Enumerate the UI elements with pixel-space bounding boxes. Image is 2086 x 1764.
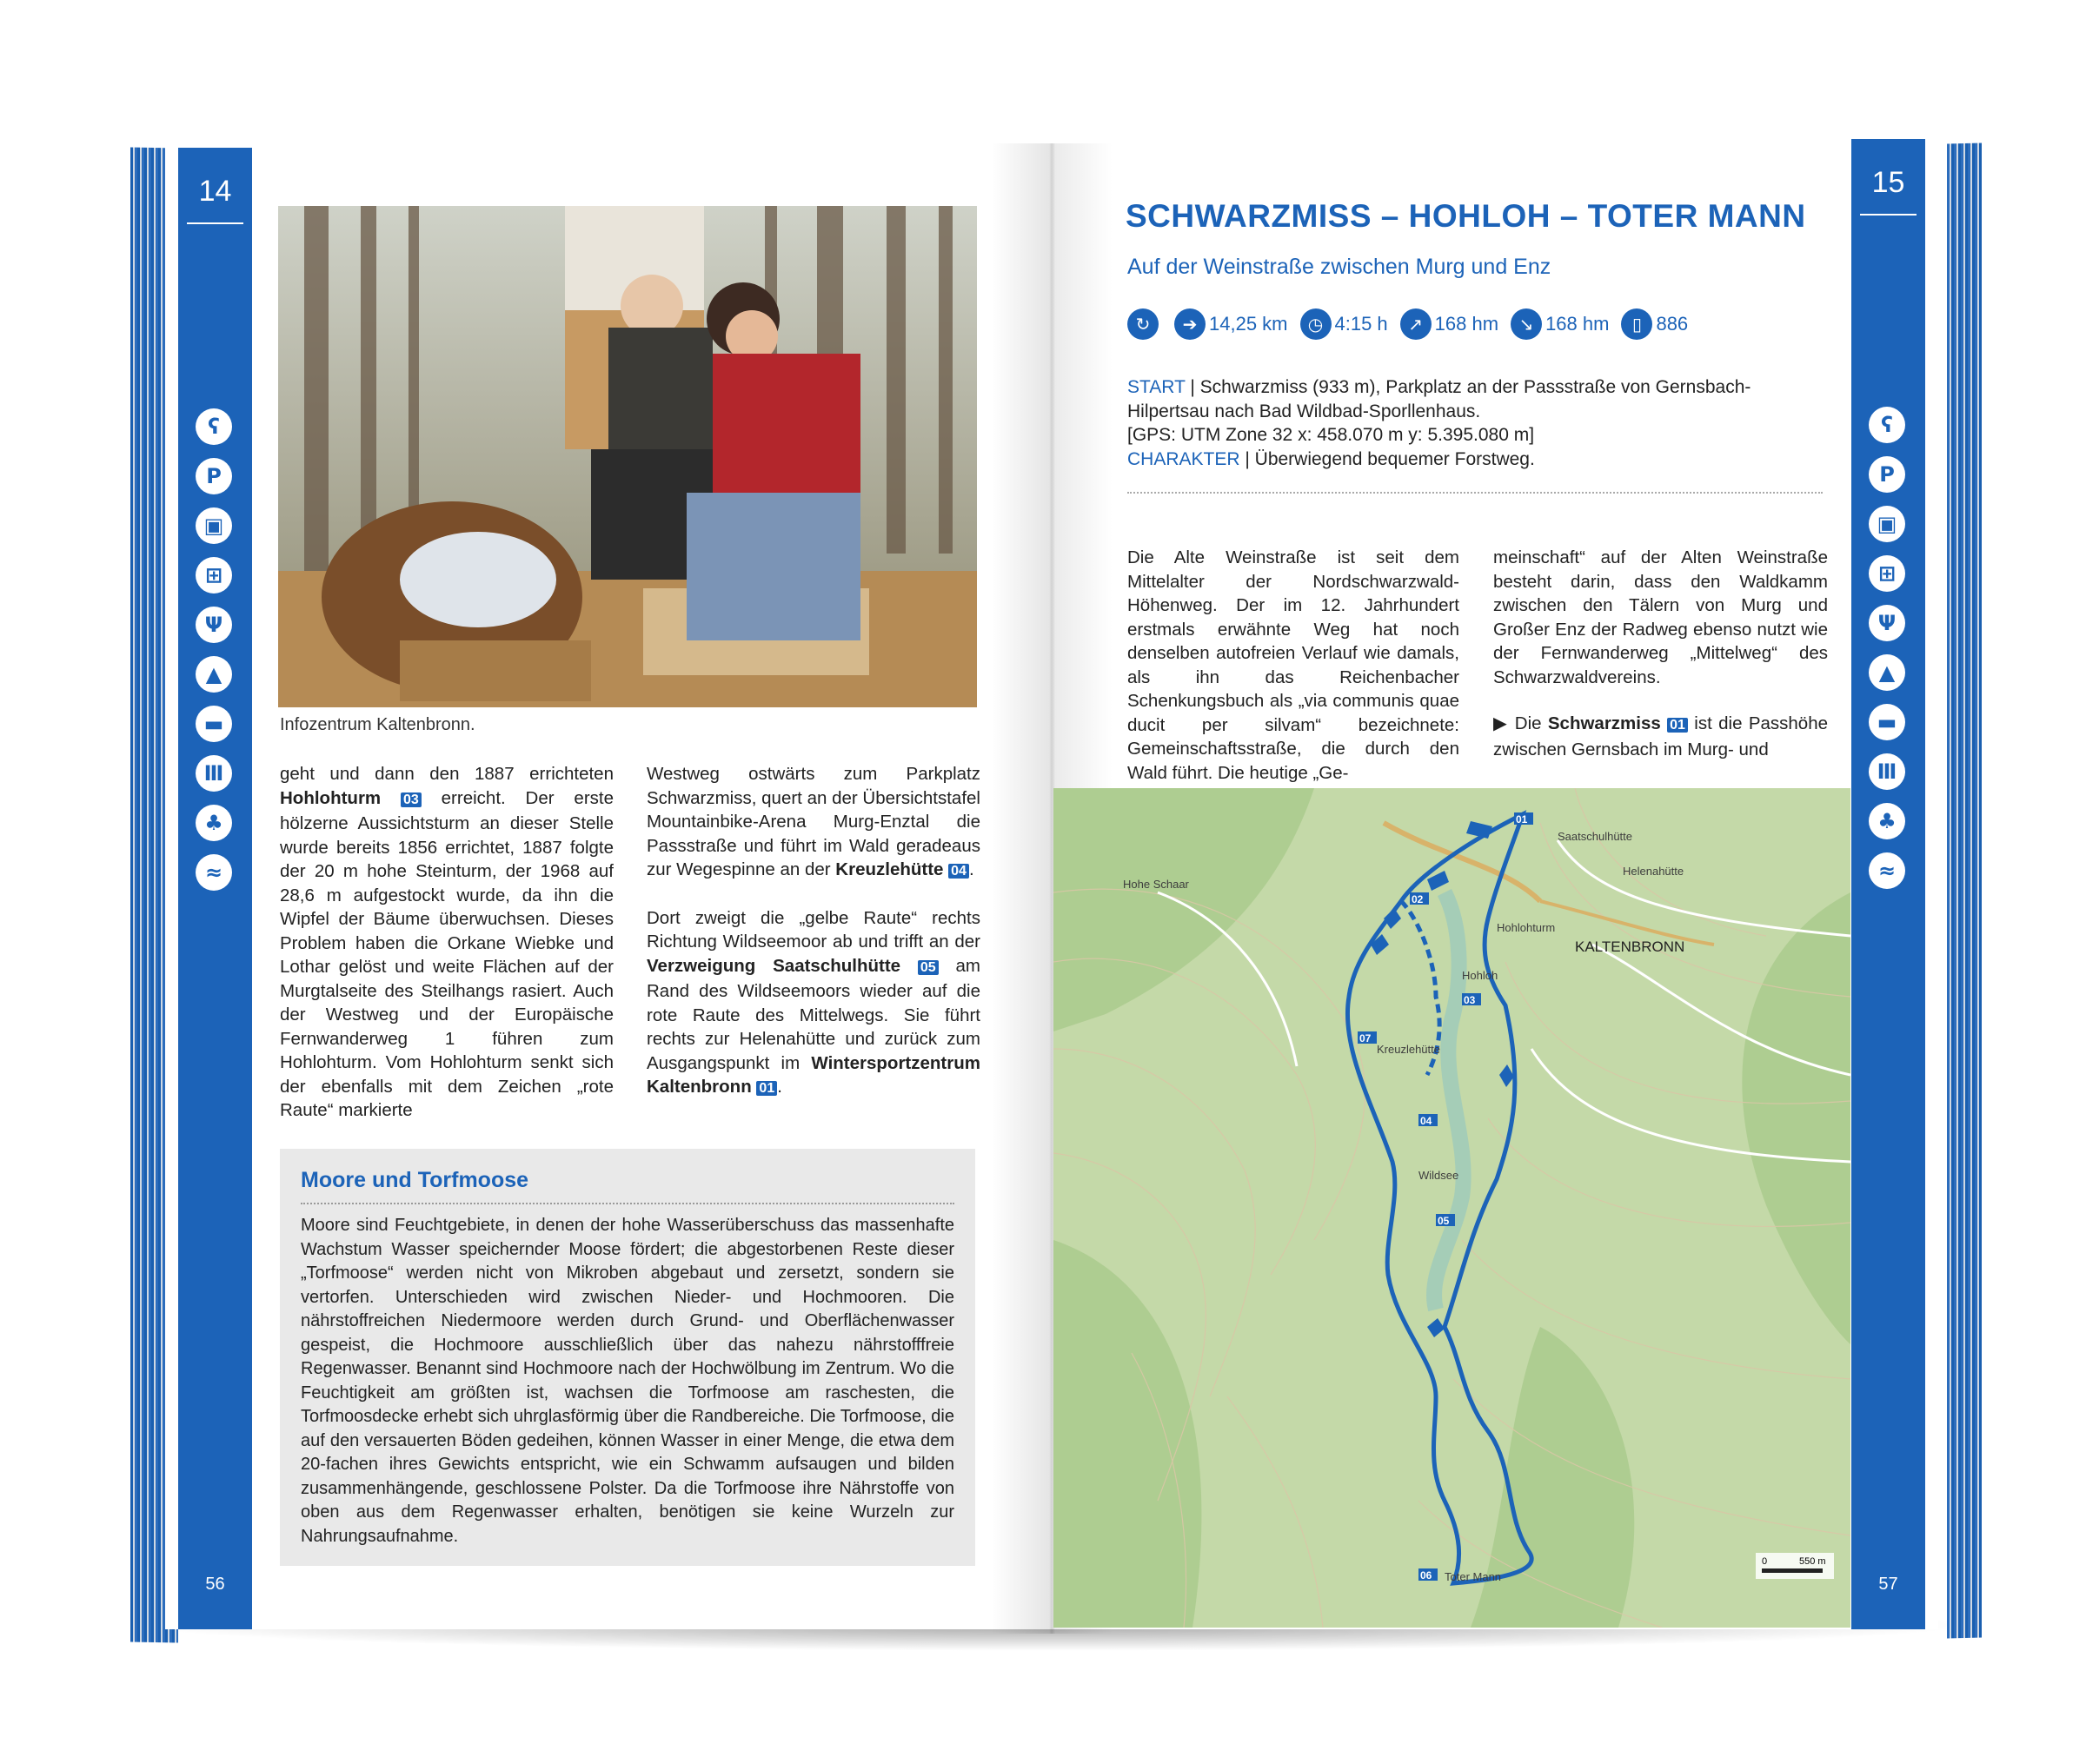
- right-page-number: 57: [1878, 1575, 1898, 1594]
- text-run: .: [777, 1077, 782, 1097]
- altitude-icon: ▯: [1621, 308, 1652, 340]
- info-divider: [1127, 492, 1823, 494]
- tour-title: SCHWARZMISS – HOHLOH – TOTER MANN: [1126, 198, 1806, 234]
- gps-line: [GPS: UTM Zone 32 x: 458.070 m y: 5.395.080 m]: [1127, 425, 1535, 445]
- left-column-1: [280, 762, 614, 1123]
- bold-place-name: Verzweigung Saatschulhütte: [647, 955, 901, 976]
- scale-end: 550 m: [1799, 1556, 1826, 1567]
- camping-icon: ▲: [1869, 654, 1905, 691]
- map-label-saatschulhuette: Saatschulhütte: [1558, 830, 1633, 843]
- stat-ascent: ↗ 168 hm: [1400, 308, 1498, 340]
- bus-icon: ▣: [196, 507, 232, 544]
- waypoint-tag: 05: [918, 960, 939, 975]
- museum-icon: Ⅲ: [196, 755, 232, 792]
- text-run: ▶ Die: [1493, 713, 1548, 733]
- tour-info: [1127, 375, 1823, 471]
- map-label-hohe-schaar: Hohe Schaar: [1123, 878, 1189, 891]
- bear-icon: ʕ: [196, 408, 232, 445]
- map-label-hohloh: Hohloh: [1462, 969, 1498, 982]
- left-column-2: [647, 762, 980, 1124]
- waypoint-tag: 01: [1667, 718, 1688, 733]
- right-tab-number: 15: [1851, 139, 1925, 226]
- map-label-toter-mann: Toter Mann: [1445, 1570, 1502, 1583]
- waypoint-02: 02: [1412, 893, 1424, 905]
- signpost-icon: ➔: [1174, 308, 1206, 340]
- text-run: [381, 788, 401, 808]
- round-trip-icon: ↻: [1127, 308, 1159, 340]
- bed-icon: ▬: [1869, 704, 1905, 740]
- bed-icon: ▬: [196, 706, 232, 742]
- bold-place-name: Hohlohturm: [280, 787, 382, 808]
- left-side-tab: [178, 148, 252, 1629]
- tree-icon: ♣: [1869, 803, 1905, 839]
- route-map: [1053, 788, 1850, 1628]
- bold-place-name: Kreuzlehütte: [835, 859, 944, 879]
- stat-max-altitude: ▯ 886: [1621, 308, 1688, 340]
- text-run: Westweg ostwärts zum Parkplatz Schwarzmiss, quert an der Übersichtstafel Mountainbike-Arena Murg-Enztal die Passstraße und führt im Wald geradeaus zur Wegespinne an der: [647, 764, 980, 879]
- map-label-helenahuette: Helenahütte: [1623, 865, 1684, 878]
- waypoint-01: 01: [1516, 813, 1528, 826]
- left-column-2-paragraph-1: [647, 762, 980, 884]
- text-run: Dort zweigt die „gelbe Raute“ rechts Richtung Wildseemoor ab und trifft an der: [647, 907, 980, 952]
- map-label-hohlohturm: Hohlohturm: [1497, 921, 1556, 934]
- start-line: START | Schwarzmiss (933 m), Parkplatz an der Passstraße von Gernsbach-Hilpertsau nach Bad Wildbad-Sporllenhaus.: [1127, 377, 1751, 421]
- left-tab-number: 14: [178, 148, 252, 235]
- bold-place-name: Schwarzmiss: [1547, 713, 1661, 733]
- waypoint-04: 04: [1420, 1115, 1432, 1127]
- right-column-2: [1493, 546, 1828, 784]
- right-side-tab: [1851, 139, 1925, 1629]
- waypoint-03: 03: [1464, 994, 1476, 1006]
- waypoint-06: 06: [1420, 1569, 1432, 1582]
- clock-icon: ◷: [1300, 308, 1332, 340]
- parking-icon: P: [1869, 456, 1905, 493]
- text-run: [900, 956, 918, 976]
- charakter-line: CHARAKTER | Überwiegend bequemer Forstweg.: [1127, 448, 1535, 469]
- bus-icon: ▣: [1869, 506, 1905, 542]
- camping-icon: ▲: [196, 656, 232, 693]
- map-label-kreuzlehuette: Kreuzlehütte: [1377, 1043, 1440, 1056]
- left-column-2-paragraph-2: [647, 906, 980, 1101]
- stat-descent: ↘ 168 hm: [1511, 308, 1609, 340]
- text-run: .: [968, 859, 974, 879]
- right-column-2-paragraph-2: [1493, 712, 1828, 761]
- waypoint-tag: 04: [948, 864, 969, 879]
- info-box-text: Moore sind Feuchtgebiete, in denen der hohe Wasserüberschuss das massenhafte Wachstum Wasser speichernder Moose fördert; die abgestorbenen Reste dieser „Torfmoose“ werden nicht von Mikroben abgebaut und zersetzt, sondern sie vertorfen. Unterschieden wird zwischen Nieder- und Hochmooren. Die nährstoffreichen Niedermoore werden durch Grund- und Oberflächenwasser gespeist, die Hochmoore ausschließlich über das nahezu nährstofffreie Regenwasser. Benannt sind Hochmoore nach der Hochwölbung im Zentrum. Wo die Feuchtigkeit am größten ist, wachsen die Torfmoose am raschesten, die Torfmoosdecke erhebt sich uhrglasförmig über die Randbereiche. Die Torfmoose, die auf den versauerten Böden gedeihen, können Wasser in einer Menge, die etwa dem 20-fachen ihres Gewichts entspricht, wie ein Schwamm aufsaugen und bilden zusammenhängende, geschlossene Polster. Da die Torfmoose ihre Nährstoffe von oben aus dem Regenwasser erhalten, benötigen sie keine Wurzeln zur Nahrungsaufnahme.: [301, 1216, 954, 1546]
- bear-icon: ʕ: [1869, 407, 1905, 443]
- map-place-label: KALTENBRONN: [1575, 938, 1685, 955]
- text-run: erreicht. Der erste hölzerne Aussichtsturm an dieser Stelle wurde bereits 1856 errichtet, 1887 folgte der 20 m hohe Steinturm, der 1968 auf 28,6 m aufgestockt wurde, da ihn die Wipfel der Bäume überwuchsen. Dieses Problem haben die Orkane Wiebke und Lothar gelöst und weite Flächen auf der Murgtalseite des Steilhangs rasiert. Auch der Westweg und der Europäische Fernwanderweg 1 führen zum Hohlohturm. Vom Hohlohturm senkt sich der ebenfalls mit dem Zeichen „rote Raute“ markierte: [280, 787, 615, 1120]
- waypoint-tag: 03: [401, 792, 422, 807]
- stat-duration: ◷ 4:15 h: [1300, 308, 1388, 340]
- stat-distance: ➔ 14,25 km: [1174, 308, 1288, 340]
- photo-caption: Infozentrum Kaltenbronn.: [280, 715, 475, 734]
- text-run: geht und dann den 1887 errichteten: [280, 764, 614, 784]
- swimming-icon: ≈: [196, 854, 232, 891]
- info-box-moore: [280, 1149, 975, 1566]
- waypoint-tag: 01: [756, 1081, 777, 1096]
- tour-stats: [1127, 308, 1700, 340]
- basket-icon: ⊞: [196, 557, 232, 594]
- scale-start: 0: [1762, 1556, 1768, 1567]
- basket-icon: ⊞: [1869, 555, 1905, 592]
- museum-icon: Ⅲ: [1869, 753, 1905, 790]
- tree-icon: ♣: [196, 805, 232, 841]
- right-icon-column: [1869, 407, 1907, 902]
- photo-illustration: [278, 206, 977, 707]
- parking-icon: P: [196, 458, 232, 494]
- descent-icon: ↘: [1511, 308, 1542, 340]
- right-column-2-paragraph-1: meinschaft“ auf der Alten Weinstraße besteht darin, dass den Waldkamm zwischen den Tälern von Murg und Großer Enz der Radweg ebenso nutzt wie der Fernwanderweg „Mittelweg“ des Schwarzwaldvereins.: [1493, 547, 1828, 687]
- text-run: ist die Passhöhe zwischen Gernsbach im Murg- und: [1493, 713, 1829, 759]
- map-label-wildsee: Wildsee: [1418, 1169, 1459, 1182]
- tour-subtitle: Auf der Weinstraße zwischen Murg und Enz: [1127, 255, 1551, 279]
- info-box-divider: [301, 1203, 954, 1204]
- left-page-number: 56: [205, 1575, 225, 1594]
- bold-place-name: Wintersportzentrum Kaltenbronn: [647, 1052, 980, 1097]
- text-run: am Rand des Wildseemoors wieder auf die rote Raute des Mittelwegs. Sie führt rechts zur Helenahütte und zurück zum Ausgangspunkt im: [647, 955, 980, 1073]
- waypoint-07: 07: [1359, 1032, 1372, 1044]
- ascent-icon: ↗: [1400, 308, 1432, 340]
- left-icon-column: [196, 408, 234, 904]
- swimming-icon: ≈: [1869, 852, 1905, 889]
- restaurant-icon: Ψ: [196, 607, 232, 643]
- waypoint-05: 05: [1438, 1215, 1450, 1227]
- right-column-1: Die Alte Weinstraße ist seit dem Mittelalter der Nordschwarzwald-Höhenweg. Der im 12. Jahrhundert erstmals erwähnte Weg hat noch denselben autofreien Verlauf wie damals, als ihn das Reichenbacher Schenkungsbuch als „via communis quae ducit per silvam“ bezeichnete: Gemeinschaftsstraße, die durch den Wald führt. Die heutige „Ge-: [1127, 547, 1459, 783]
- photo-infozentrum: [278, 206, 977, 707]
- restaurant-icon: Ψ: [1869, 605, 1905, 641]
- stat-round-trip: [1127, 308, 1162, 340]
- right-page-edges: [1947, 143, 1982, 1638]
- map-scale: [1756, 1553, 1834, 1579]
- info-box-title: Moore und Torfmoose: [301, 1168, 529, 1192]
